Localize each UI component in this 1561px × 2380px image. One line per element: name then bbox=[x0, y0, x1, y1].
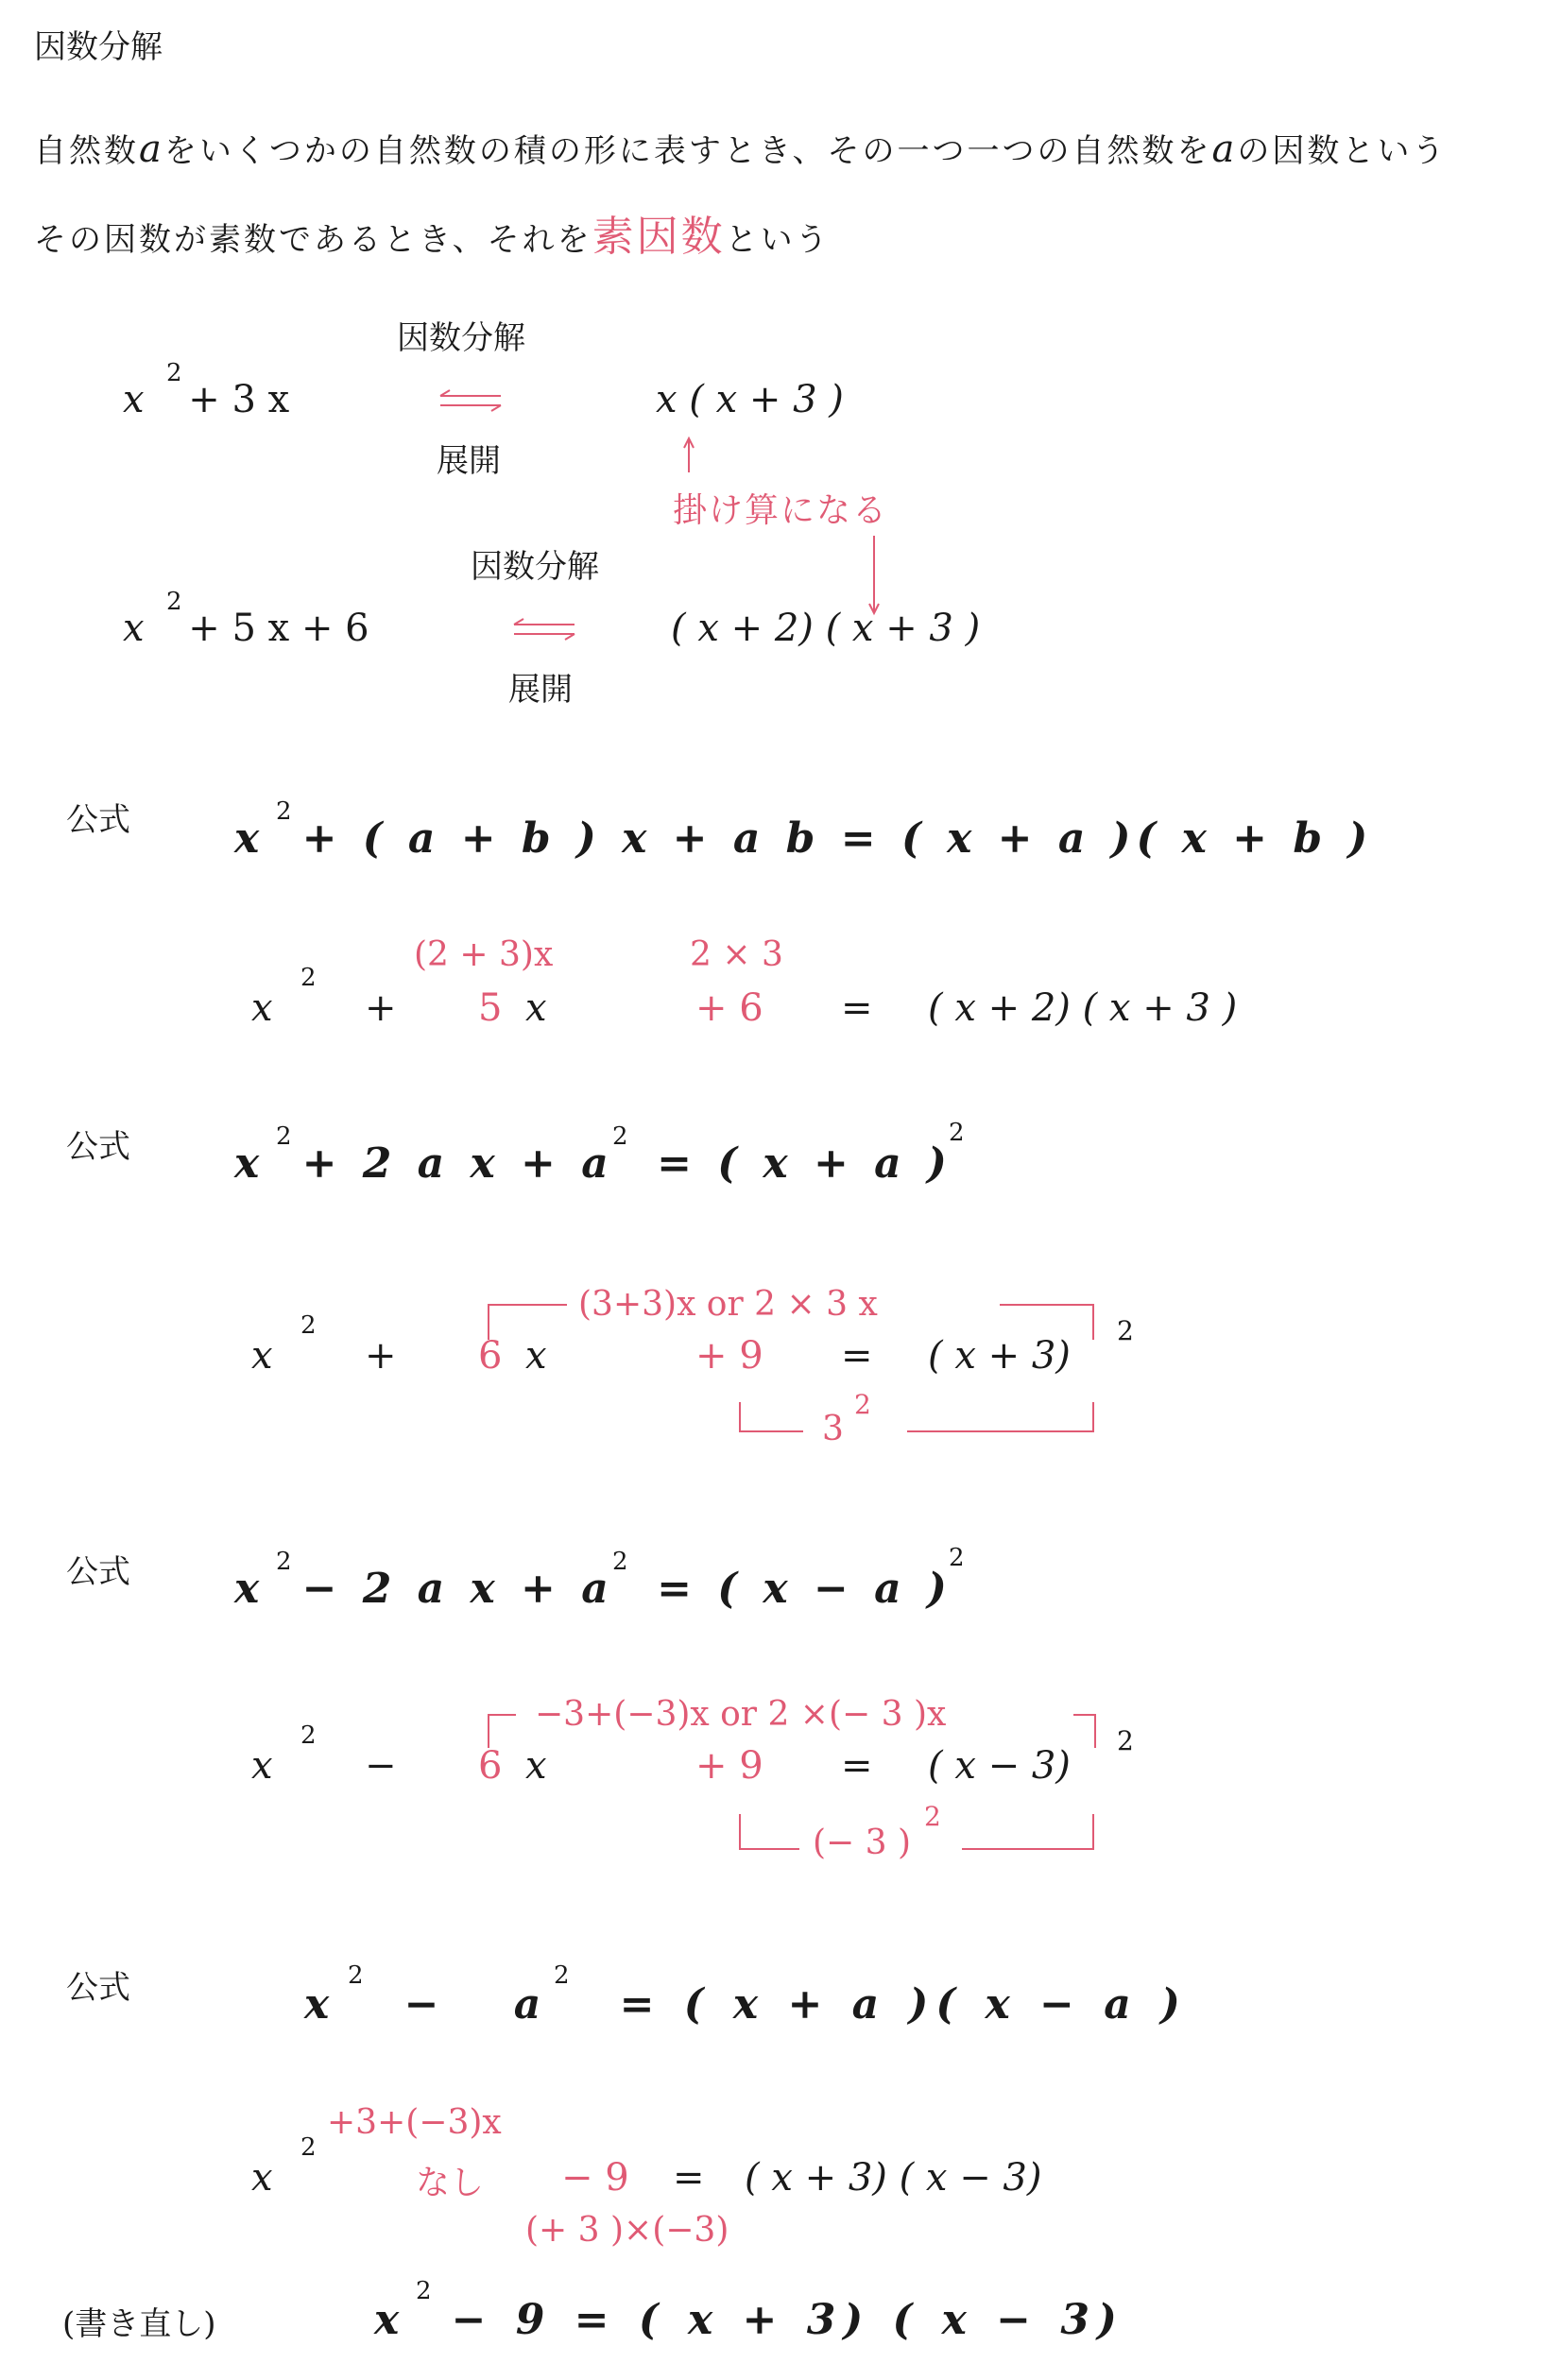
constant: + 9 bbox=[695, 1744, 763, 1788]
exponent: 2 bbox=[300, 964, 317, 992]
equals-sign: = bbox=[673, 2156, 705, 2200]
exponent: 2 bbox=[166, 359, 182, 387]
minus-sign: − bbox=[403, 1980, 439, 2029]
var-a: a bbox=[1211, 128, 1238, 171]
formula-4 bbox=[304, 1961, 1188, 2029]
example-f3 bbox=[251, 1721, 317, 1788]
var-x: x bbox=[525, 1334, 547, 1378]
var-a: a bbox=[139, 128, 164, 171]
example-f2 bbox=[251, 1311, 317, 1378]
var-x: x bbox=[234, 1565, 260, 1613]
intro-line-1 bbox=[34, 125, 1447, 171]
page-title: 因数分解 bbox=[34, 28, 163, 66]
var-x: x bbox=[234, 814, 260, 863]
expression: = ( x − a ) bbox=[657, 1565, 952, 1613]
var-x: x bbox=[525, 986, 547, 1030]
annotation-none: なし bbox=[416, 2164, 485, 2202]
example1-rhs: x ( x + 3 ) bbox=[656, 378, 844, 421]
intro-text: その因数が素数であるとき、それを bbox=[34, 221, 592, 259]
exponent: 2 bbox=[166, 588, 182, 616]
var-x: x bbox=[234, 1139, 260, 1188]
exponent: 2 bbox=[300, 2133, 317, 2162]
minus-sign: − bbox=[365, 1744, 397, 1788]
bracket-top-left bbox=[488, 1714, 516, 1748]
expand-label: 展開 bbox=[437, 442, 501, 480]
bracket-bottom-left bbox=[739, 1814, 799, 1850]
formula-label: 公式 bbox=[66, 1128, 130, 1166]
annotation-sum: (2 + 3)x bbox=[414, 935, 554, 974]
exponent: 2 bbox=[276, 1548, 292, 1576]
annotation-sum: +3+(−3)x bbox=[327, 2103, 502, 2142]
annotation-product: 2 × 3 bbox=[690, 935, 783, 974]
exponent: 2 bbox=[300, 1311, 317, 1340]
expression: + ( a + b ) x + a b = ( x + a )( x + b ) bbox=[301, 814, 1374, 863]
expression: = ( x + a )( x − a ) bbox=[619, 1980, 1188, 2029]
example-f4 bbox=[251, 2133, 317, 2200]
var-x: x bbox=[251, 1744, 273, 1788]
expression: + 3 x bbox=[188, 378, 290, 421]
constant: − 9 bbox=[561, 2156, 629, 2200]
bracket-bottom-right bbox=[907, 1402, 1094, 1432]
annotation-bottom: (− 3 ) bbox=[813, 1824, 912, 1862]
expression: = ( x + a ) bbox=[657, 1139, 952, 1188]
formula-label: 公式 bbox=[66, 1553, 130, 1591]
annotation-product: (+ 3 )×(−3) bbox=[525, 2211, 729, 2250]
annotation-note: 掛け算になる bbox=[673, 491, 889, 530]
example-f4-rhs: ( x + 3) ( x − 3) bbox=[745, 2156, 1042, 2200]
coefficient: 6 bbox=[478, 1744, 503, 1788]
intro-text: という bbox=[725, 221, 831, 259]
bracket-bottom-right bbox=[962, 1814, 1094, 1850]
exponent: 2 bbox=[854, 1389, 871, 1420]
var-x: x bbox=[374, 2296, 400, 2344]
exponent: 2 bbox=[276, 797, 292, 826]
formula-2 bbox=[234, 1119, 965, 1188]
expand-label: 展開 bbox=[508, 671, 573, 709]
exponent: 2 bbox=[949, 1544, 965, 1572]
example-f1-rhs: ( x + 2) ( x + 3 ) bbox=[928, 986, 1238, 1030]
plus-sign: + bbox=[365, 1334, 397, 1378]
coefficient: 5 bbox=[478, 986, 503, 1030]
example-f3-rhs: ( x − 3) bbox=[928, 1744, 1071, 1788]
formula-label: 公式 bbox=[66, 801, 130, 839]
exponent: 2 bbox=[276, 1122, 292, 1151]
formula-3 bbox=[234, 1544, 965, 1613]
rewrite-label: (書き直し) bbox=[62, 2305, 216, 2343]
equilibrium-arrow-icon bbox=[512, 618, 578, 641]
expression: − 9 = ( x + 3) ( x − 3) bbox=[451, 2296, 1124, 2344]
intro-text: 自然数 bbox=[34, 132, 139, 170]
var-x: x bbox=[304, 1980, 330, 2029]
expression: + 5 x + 6 bbox=[188, 607, 369, 650]
expression: − 2 a x + a bbox=[301, 1565, 614, 1613]
rewrite-equation bbox=[374, 2277, 1124, 2344]
intro-line-2 bbox=[34, 202, 831, 263]
intro-text: の因数という bbox=[1237, 132, 1448, 170]
exponent: 2 bbox=[416, 2277, 432, 2305]
equilibrium-arrow-icon bbox=[438, 389, 505, 412]
bracket-bottom-left bbox=[739, 1402, 803, 1432]
exponent: 2 bbox=[612, 1548, 628, 1576]
example2-rhs: ( x + 2) ( x + 3 ) bbox=[671, 607, 981, 650]
up-arrow-icon bbox=[682, 437, 695, 474]
equals-sign: = bbox=[841, 1334, 873, 1378]
highlight-term: 素因数 bbox=[592, 213, 726, 261]
down-arrow-icon bbox=[867, 534, 881, 617]
exponent: 2 bbox=[300, 1721, 317, 1750]
exponent: 2 bbox=[612, 1122, 628, 1151]
constant: + 9 bbox=[695, 1334, 763, 1378]
equals-sign: = bbox=[841, 986, 873, 1030]
var-x: x bbox=[123, 607, 145, 650]
annotation-bottom: 3 bbox=[822, 1410, 844, 1448]
exponent: 2 bbox=[554, 1961, 570, 1990]
exponent: 2 bbox=[1117, 1725, 1134, 1756]
annotation-top: (3+3)x or 2 × 3 x bbox=[578, 1285, 878, 1324]
var-x: x bbox=[251, 2156, 273, 2200]
var-x: x bbox=[251, 1334, 273, 1378]
example2-lhs bbox=[123, 588, 369, 650]
example1-lhs bbox=[123, 359, 290, 421]
formula-1 bbox=[234, 797, 1374, 863]
formula-label: 公式 bbox=[66, 1969, 130, 2007]
intro-text: をいくつかの自然数の積の形に表すとき、その一つ一つの自然数を bbox=[163, 132, 1212, 170]
var-x: x bbox=[525, 1744, 547, 1788]
bracket-top-right bbox=[1073, 1714, 1096, 1748]
example-f1 bbox=[251, 964, 317, 1030]
example-f2-rhs: ( x + 3) bbox=[928, 1334, 1071, 1378]
annotation-top: −3+(−3)x or 2 ×(− 3 )x bbox=[535, 1695, 947, 1734]
exponent: 2 bbox=[1117, 1315, 1134, 1346]
plus-sign: + bbox=[365, 986, 397, 1030]
coefficient: 6 bbox=[478, 1334, 503, 1378]
var-x: x bbox=[251, 986, 273, 1030]
factor-label: 因数分解 bbox=[397, 319, 525, 357]
expression: + 2 a x + a bbox=[301, 1139, 614, 1188]
equals-sign: = bbox=[841, 1744, 873, 1788]
factor-label: 因数分解 bbox=[471, 548, 599, 586]
exponent: 2 bbox=[924, 1801, 941, 1832]
constant: + 6 bbox=[695, 986, 763, 1030]
var-x: x bbox=[123, 378, 145, 421]
var-a: a bbox=[513, 1980, 541, 2029]
exponent: 2 bbox=[949, 1119, 965, 1147]
exponent: 2 bbox=[348, 1961, 364, 1990]
